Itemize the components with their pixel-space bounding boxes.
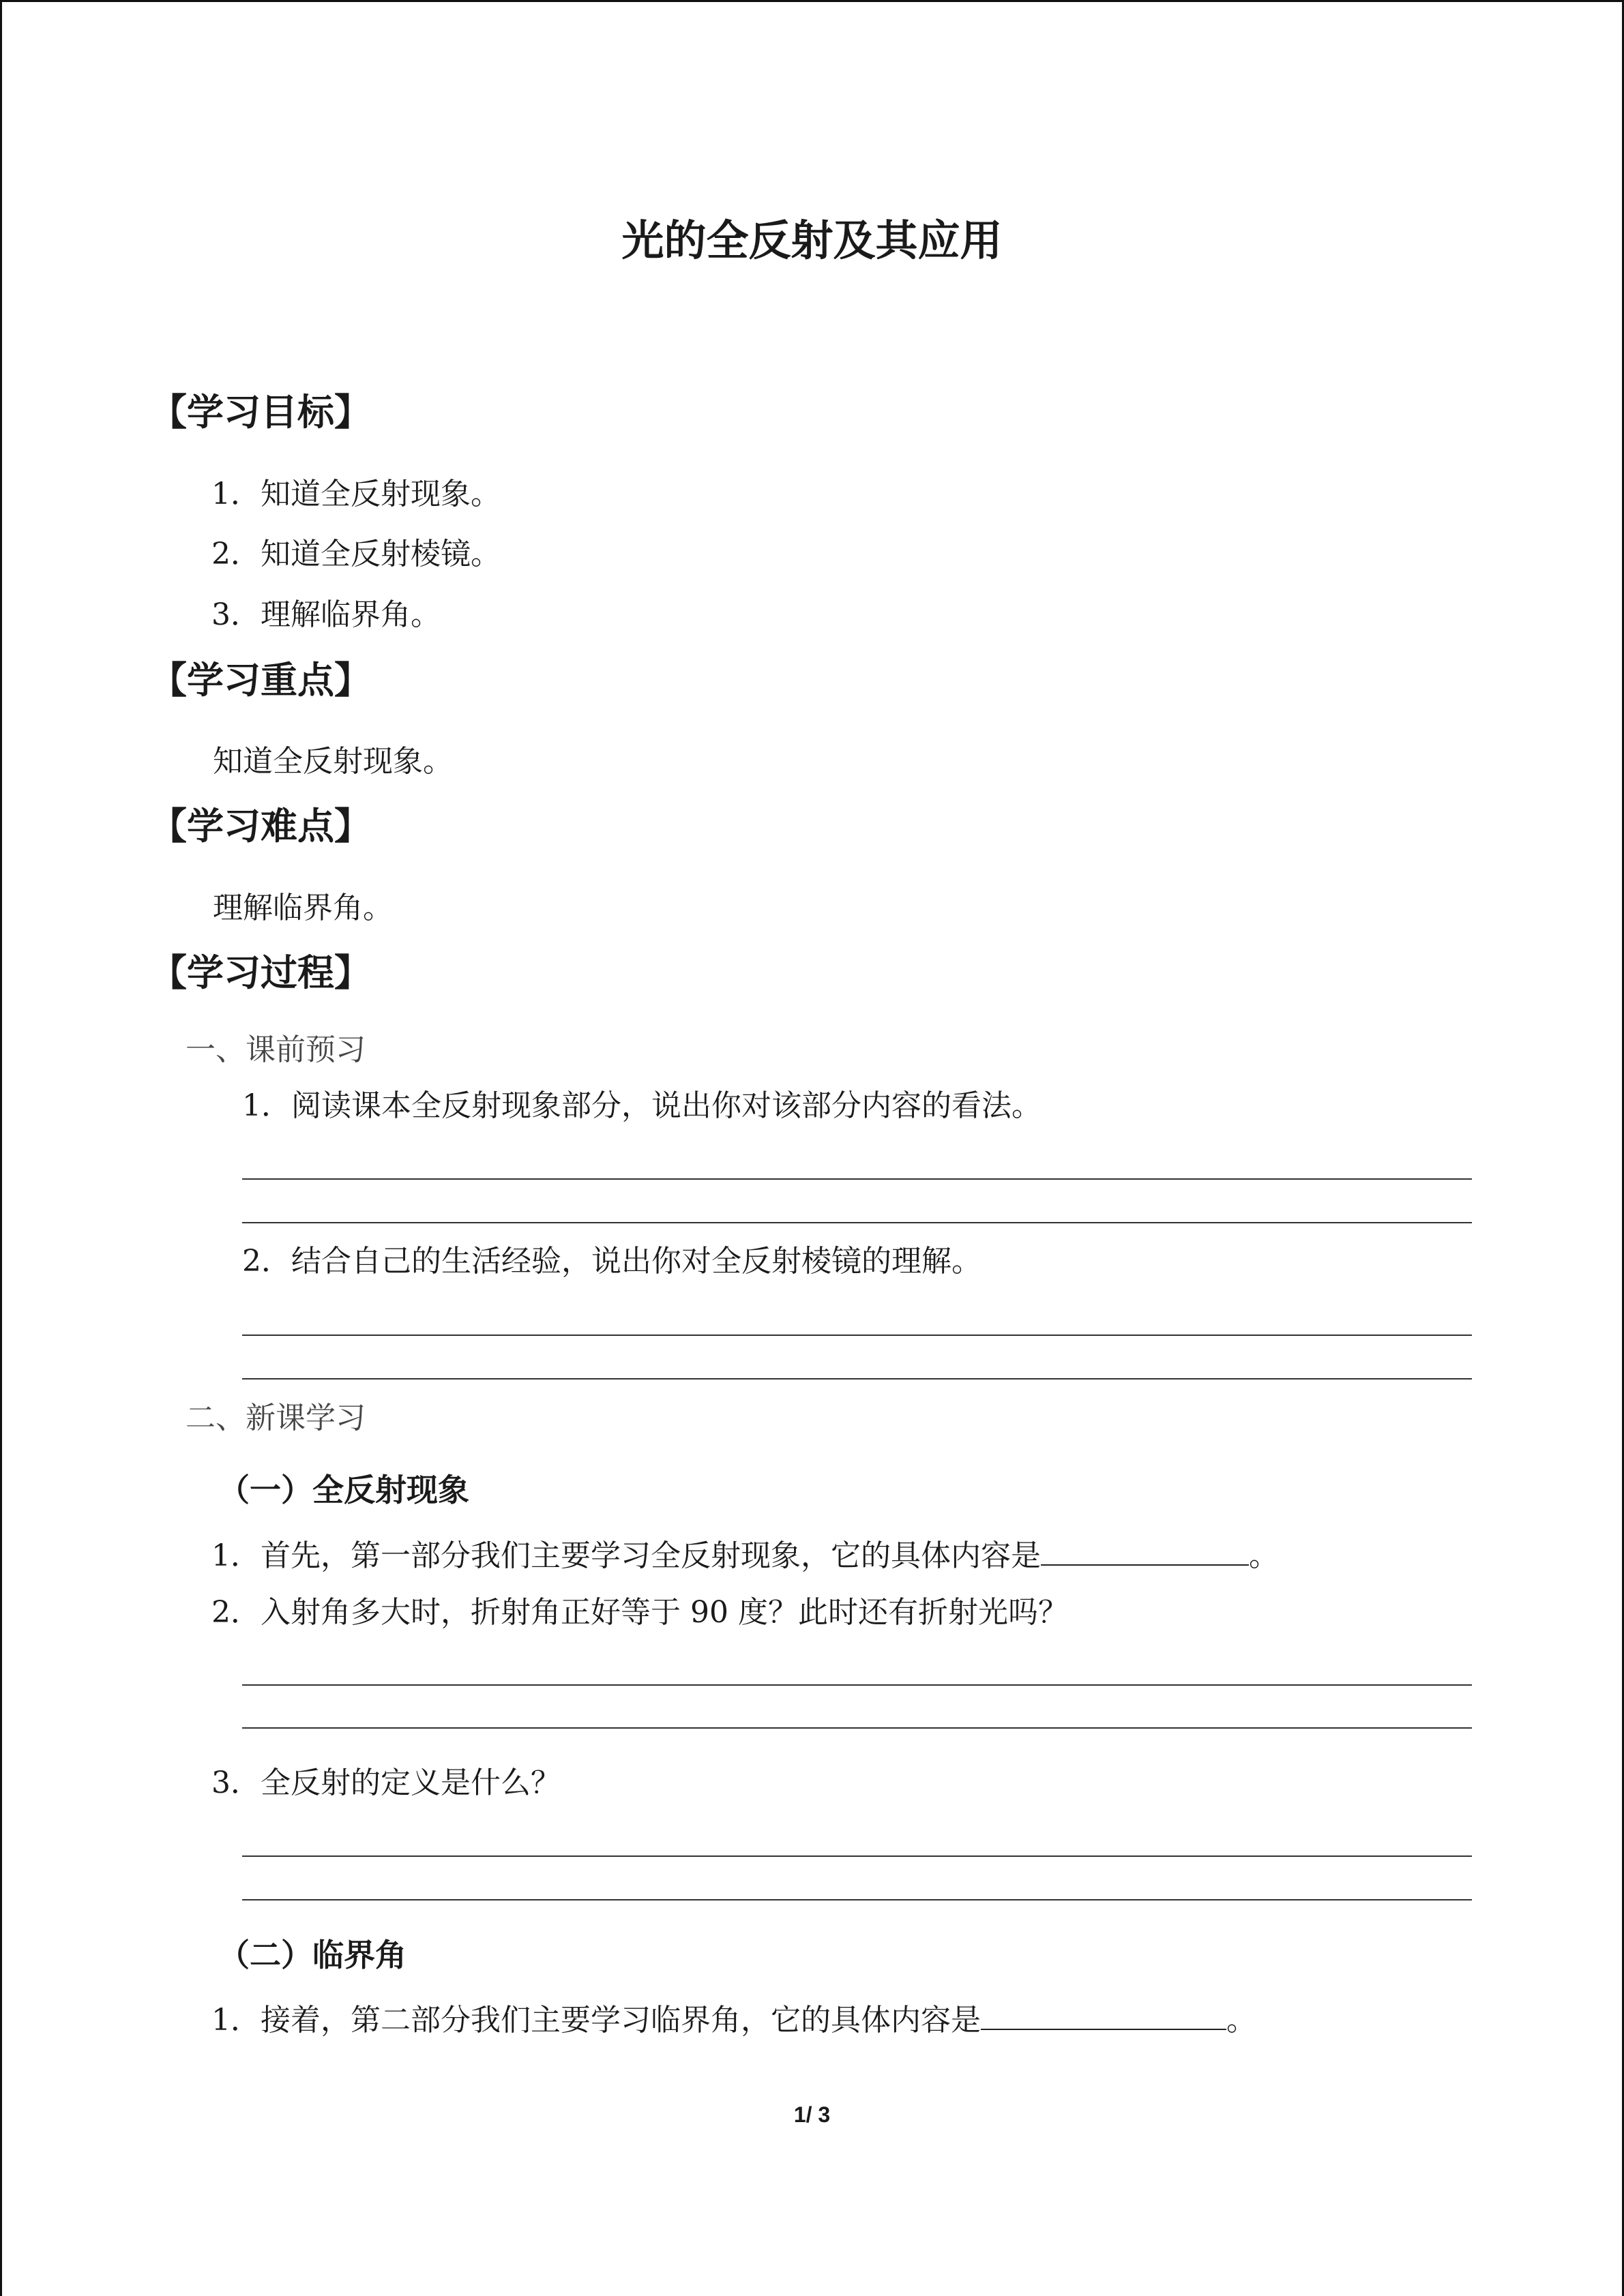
difficulties-text: 理解临界角。	[213, 891, 393, 925]
difficulties-heading: 【学习难点】	[150, 805, 371, 848]
part2-question-1-text: 1．接着，第二部分我们主要学习临界角，它的具体内容是	[211, 2003, 981, 2038]
preview-question-2: 2．结合自己的生活经验，说出你对全反射棱镜的理解。	[242, 1244, 981, 1279]
part1-question-3: 3．全反射的定义是什么？	[211, 1765, 561, 1800]
part1-question-1	[211, 1529, 1279, 1580]
answer-line[interactable]	[242, 1727, 1472, 1729]
fill-blank[interactable]	[981, 1993, 1226, 2030]
fill-blank[interactable]	[1041, 1529, 1249, 1566]
answer-line[interactable]	[242, 1899, 1472, 1900]
objectives-heading: 【学习目标】	[150, 391, 371, 434]
objective-item: 2．知道全反射棱镜。	[211, 537, 501, 571]
document-title: 光的全反射及其应用	[621, 215, 1003, 265]
part2-heading: （二）临界角	[218, 1937, 407, 1973]
objective-item: 1．知道全反射现象。	[211, 477, 501, 511]
answer-line[interactable]	[242, 1178, 1472, 1180]
answer-line[interactable]	[242, 1855, 1472, 1857]
answer-line[interactable]	[242, 1684, 1472, 1686]
preview-label: 一、课前预习	[186, 1032, 366, 1067]
new-lesson-label: 二、新课学习	[186, 1401, 366, 1435]
answer-line[interactable]	[242, 1222, 1472, 1223]
part1-question-1-suffix: 。	[1249, 1538, 1279, 1573]
process-heading: 【学习过程】	[150, 951, 371, 994]
part2-question-1-suffix: 。	[1226, 2003, 1256, 2038]
preview-question-1: 1．阅读课本全反射现象部分，说出你对该部分内容的看法。	[242, 1088, 1042, 1123]
part1-heading: （一）全反射现象	[218, 1472, 469, 1508]
part2-question-1	[211, 1993, 1256, 2044]
answer-line[interactable]	[242, 1335, 1472, 1336]
objective-item: 3．理解临界角。	[211, 597, 441, 632]
page-number: 1/ 3	[793, 2102, 831, 2127]
part1-question-2: 2．入射角多大时，折射角正好等于 90 度？此时还有折射光吗？	[211, 1595, 1068, 1630]
key-points-heading: 【学习重点】	[150, 659, 371, 702]
answer-line[interactable]	[242, 1378, 1472, 1380]
part1-question-1-text: 1．首先，第一部分我们主要学习全反射现象，它的具体内容是	[211, 1538, 1041, 1573]
key-points-text: 知道全反射现象。	[213, 744, 453, 779]
